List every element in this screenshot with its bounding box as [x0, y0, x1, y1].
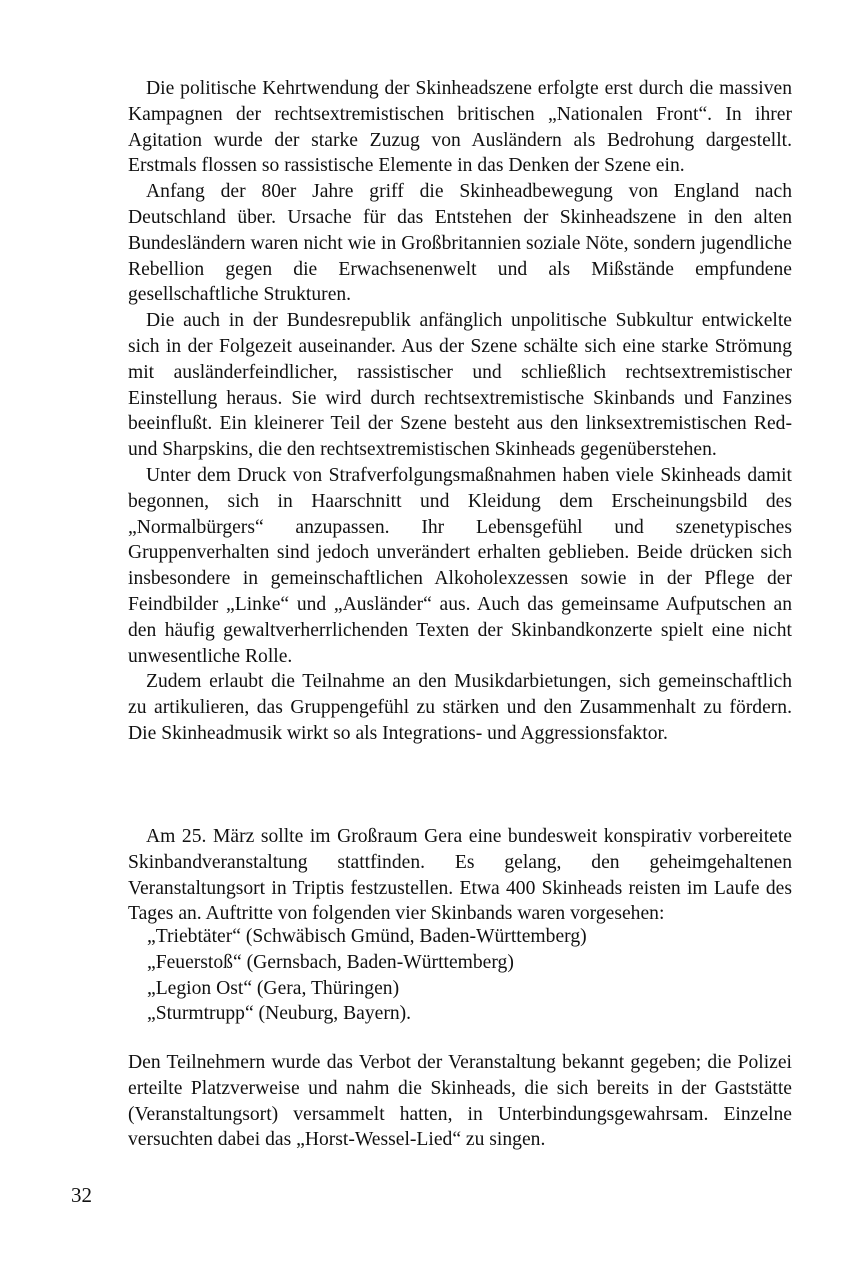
list-item: „Sturmtrupp“ (Neuburg, Bayern). — [147, 1003, 412, 1025]
police-text-section — [128, 1050, 792, 1153]
paragraph-event: Am 25. März sollte im Großraum Gera eine bundesweit konspirativ vorbereitete Skinbandveranstaltung stattfinden. Es gelang, den geheimgehaltenen Veranstaltungsort in Triptis festzustellen. Etwa 400 Skinheads reisten im Laufe des Tages an. Auftritte von folgenden vier Skinbands waren vorgesehen: — [128, 826, 792, 925]
list-item: „Feuerstoß“ (Gernsbach, Baden-Württemberg) — [147, 951, 514, 973]
paragraph-prosecution-pressure: Unter dem Druck von Strafverfolgungsmaßnahmen haben viele Skinheads damit begonnen, sich in Haarschnitt und Kleidung dem Erscheinungsbild des „Normalbürgers“ anzupassen. Ihr Lebensgefühl und szenetypisches Gruppenverhalten sind jedoch unverändert erhalten geblieben. Beide drücken sich insbesondere in gemeinschaftlichen Alkoholexzessen sowie in der Pflege der Feindbilder „Linke“ und „Ausländer“ aus. Auch das gemeinsame Aufputschen an den häufig gewaltverherrlichenden Texten der Skinbandkonzerte spielt eine nicht unwesentliche Rolle. — [128, 464, 792, 667]
paragraph-subculture-split: Die auch in der Bundesrepublik anfänglich unpolitische Subkultur entwickelte sich in der Folgezeit auseinander. Aus der Szene schälte sich eine starke Strömung mit ausländerfeindlicher, rassistischer und schließlich rechtsextremistischer Einstellung heraus. Sie wird durch rechtsextremistische Skinbands und Fanzines beeinflußt. Ein kleinerer Teil der Szene besteht aus den linksextremistischen Red- und Sharpskins, die den rechtsextremistischen Skinheads gegenüberstehen. — [128, 310, 792, 461]
list-item: „Triebtäter“ (Schwäbisch Gmünd, Baden-Württemberg) — [147, 926, 587, 947]
list-item: „Legion Ost“ (Gera, Thüringen) — [147, 977, 400, 999]
paragraph-germany-arrival: Anfang der 80er Jahre griff die Skinheadbewegung von England nach Deutschland über. Ursache für das Entstehen der Skinheadszene in den alten Bundesländern waren nicht wie in Großbritannien soziale Nöte, sondern jugendliche Rebellion gegen die Erwachsenenwelt und als Mißstände empfundene gesellschaftliche Strukturen. — [128, 181, 792, 306]
paragraph-political-turn: Die politische Kehrtwendung der Skinheadszene erfolgte erst durch die massiven Kampagnen der rechtsextremistischen britischen „Nationalen Front“. In ihrer Agitation wurde der starke Zuzug von Ausländern als Bedrohung dargestellt. Erstmals flossen so rassistische Elemente in das Denken der Szene ein. — [128, 78, 792, 177]
main-text-section — [128, 76, 792, 747]
event-text-section — [128, 824, 792, 927]
page-number: 32 — [71, 1183, 92, 1207]
band-list — [147, 924, 747, 1027]
paragraph-police: Den Teilnehmern wurde das Verbot der Veranstaltung bekannt gegeben; die Polizei erteilte Platzverweise und nahm die Skinheads, die sich bereits in der Gaststätte (Veranstaltungsort) versammelt hatten, in Unterbindungsgewahrsam. Einzelne versuchten dabei das „Horst-Wessel-Lied“ zu singen. — [128, 1052, 792, 1151]
paragraph-music-integration: Zudem erlaubt die Teilnahme an den Musikdarbietungen, sich gemeinschaftlich zu artikulieren, das Gruppengefühl zu stärken und den Zusammenhalt zu fördern. Die Skinheadmusik wirkt so als Integrations- und Aggressionsfaktor. — [128, 671, 792, 744]
